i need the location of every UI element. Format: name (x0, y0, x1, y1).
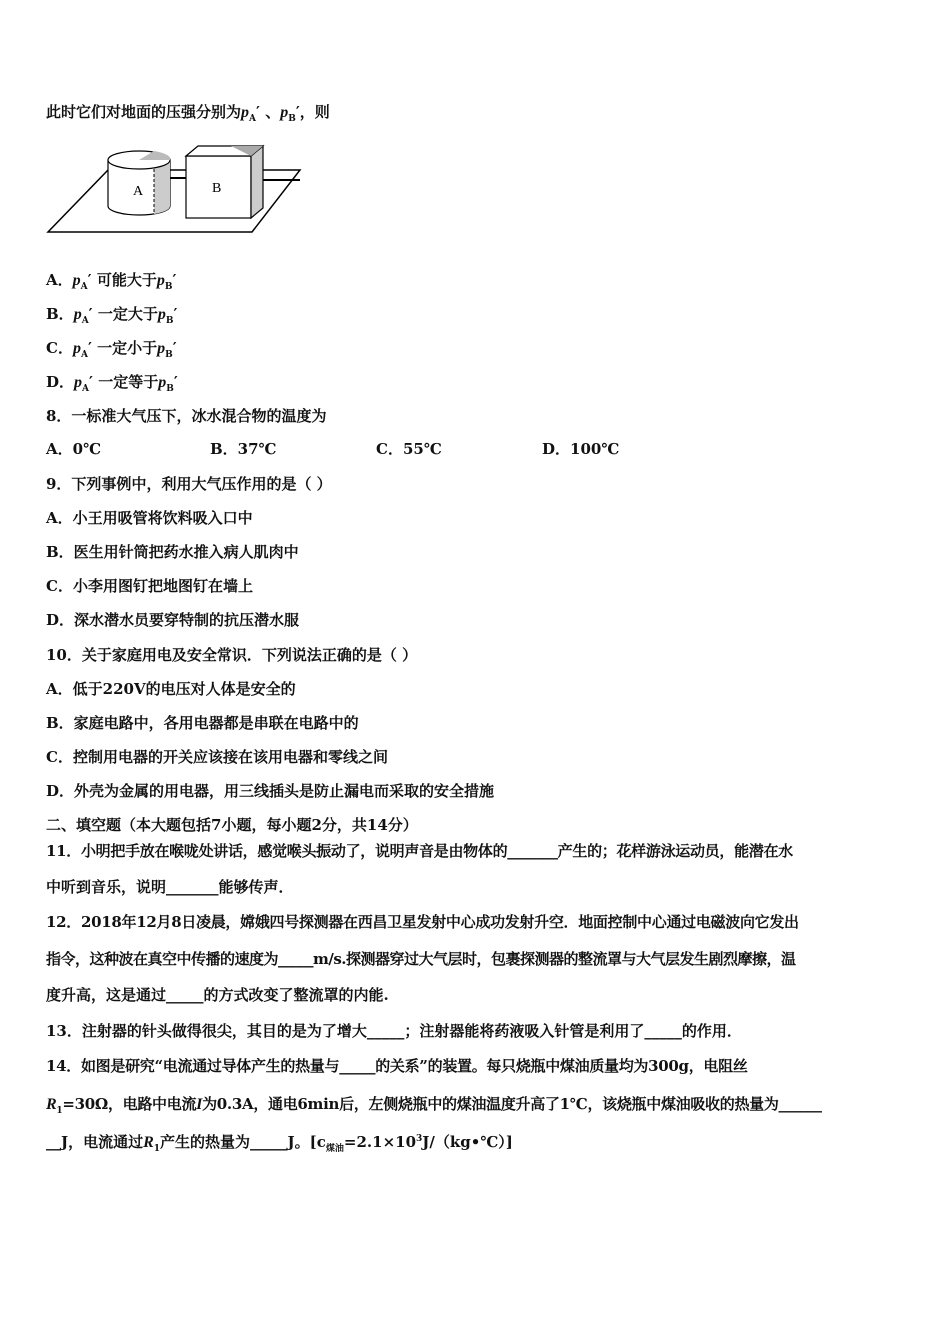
i-symbol: I (196, 1096, 203, 1113)
q9-option-d: D．深水潜水员要穿特制的抗压潜水服 (46, 611, 300, 629)
p-symbol: p (72, 340, 81, 357)
p-symbol: p (280, 104, 289, 121)
q7-option-d (46, 372, 178, 399)
sub-oil: 煤油 (325, 1144, 344, 1154)
label-b: B (212, 181, 222, 196)
prime: ′ (295, 103, 300, 121)
q14-line-3 (46, 1129, 513, 1159)
p-symbol: p (157, 306, 166, 323)
separator: 、 (259, 103, 281, 121)
option-text: 一定等于 (98, 373, 159, 391)
q10-option-a: A．低于220V的电压对人体是安全的 (46, 680, 296, 698)
q7-option-a (46, 270, 176, 297)
sup-3: 3 (416, 1134, 423, 1144)
sub-b: B (164, 282, 173, 292)
option-text: 一定小于 (97, 339, 158, 357)
q8-option-c: C．55℃ (376, 440, 442, 458)
sub-a: A (80, 350, 88, 360)
text: __J，电流通过 (46, 1133, 144, 1151)
intro-text: 此时它们对地面的压强分别为 (46, 103, 242, 121)
sub-b: B (165, 350, 173, 360)
q7-option-c (46, 338, 177, 365)
prime: ′ (173, 373, 178, 391)
prime: ′ (88, 305, 93, 323)
option-label: C． (46, 339, 73, 357)
sub-a: A (80, 282, 88, 292)
text: =30Ω，电路中电流 (62, 1095, 197, 1113)
q14-line-2 (46, 1094, 822, 1121)
option-label: D． (46, 373, 75, 391)
sub-b: B (166, 384, 174, 394)
p-symbol: p (73, 306, 82, 323)
sub-b: B (165, 316, 174, 326)
sub-a: A (81, 316, 89, 326)
prime: ′ (89, 373, 93, 391)
p-symbol: p (157, 340, 166, 357)
q9-option-a: A．小王用吸管将饮料吸入口中 (46, 509, 253, 527)
text: 为0.3A，通电6min后，左侧烧瓶中的煤油温度升高了1℃，该烧瓶中煤油吸收的热量为______ (202, 1095, 822, 1113)
q7-stem-continuation (46, 102, 330, 129)
section-heading: 二、填空题（本大题包括7小题，每小题2分，共14分） (46, 816, 418, 834)
p-symbol: p (241, 104, 250, 121)
option-label: A． (46, 271, 73, 289)
q14-line-1: 14．如图是研究“电流通过导体产生的热量与_____的关系”的装置。每只烧瓶中煤油质量均为300g，电阻丝 (46, 1057, 748, 1075)
q10-option-d: D．外壳为金属的用电器，用三线插头是防止漏电而采取的安全措施 (46, 782, 495, 800)
q7-option-b (46, 304, 177, 331)
q12-line-3: 度升高，这是通过_____的方式改变了整流罩的内能. (46, 986, 389, 1004)
sub-a: A (82, 384, 89, 394)
q9-option-c: C．小李用图钉把地图钉在墙上 (46, 577, 253, 595)
q8-option-a: A．0℃ (46, 440, 102, 458)
p-symbol: p (74, 374, 83, 391)
q12-line-1: 12．2018年12月8日凌晨，嫦娥四号探测器在西昌卫星发射中心成功发射升空．地面控制中心通过电磁波向它发出 (46, 913, 799, 931)
q8-stem: 8．一标准大气压下，冰水混合物的温度为 (46, 407, 327, 425)
prime: ′ (87, 339, 92, 357)
q10-option-b: B．家庭电路中，各用电器都是串联在电路中的 (46, 714, 359, 732)
q11-line-1: 11．小明把手放在喉咙处讲话，感觉喉头振动了，说明声音是由物体的_______产生的；花样游泳运动员，能潜在水 (46, 842, 793, 860)
q13: 13．注射器的针头做得很尖，其目的是为了增大_____；注射器能将药液吸入针管是利用了_____的作用． (46, 1022, 742, 1040)
p-symbol: p (72, 272, 81, 289)
prime: ′ (256, 103, 260, 121)
sub-a: A (249, 114, 256, 124)
q12-line-2: 指令，这种波在真空中传播的速度为_____m/s.探测器穿过大气层时，包裹探测器的整流罩与大气层发生剧烈摩擦，温 (46, 950, 796, 968)
text: =2.1×10 (343, 1133, 417, 1151)
q8-option-b: B．37℃ (210, 440, 277, 458)
text: J/（kg•℃）] (422, 1133, 513, 1151)
option-text: 可能大于 (96, 271, 157, 289)
sub-1: 1 (153, 1144, 161, 1154)
p-symbol: p (158, 374, 167, 391)
sub-b: B (288, 114, 296, 124)
label-a: A (133, 184, 144, 199)
r-symbol: R (46, 1096, 57, 1113)
cylinder-and-cube-figure (46, 140, 306, 240)
sub-1: 1 (56, 1106, 63, 1116)
q10-option-c: C．控制用电器的开关应该接在该用电器和零线之间 (46, 748, 388, 766)
q10-stem: 10．关于家庭用电及安全常识．下列说法正确的是（ ） (46, 646, 418, 664)
intro-end: ，则 (299, 103, 330, 121)
p-symbol: p (156, 272, 165, 289)
prime: ′ (173, 305, 178, 323)
prime: ′ (172, 271, 177, 289)
q9-stem: 9．下列事例中，利用大气压作用的是（ ） (46, 475, 332, 493)
q11-line-2: 中听到音乐，说明_______能够传声． (46, 878, 294, 896)
prime: ′ (172, 339, 177, 357)
prime: ′ (87, 271, 92, 289)
text: 产生的热量为_____J。[c (160, 1133, 326, 1151)
option-label: B． (46, 305, 74, 323)
q8-option-d: D．100℃ (542, 440, 620, 458)
r-symbol: R (143, 1134, 154, 1151)
q9-option-b: B．医生用针筒把药水推入病人肌肉中 (46, 543, 299, 561)
option-text: 一定大于 (97, 305, 158, 323)
cylinder-a (108, 151, 170, 215)
